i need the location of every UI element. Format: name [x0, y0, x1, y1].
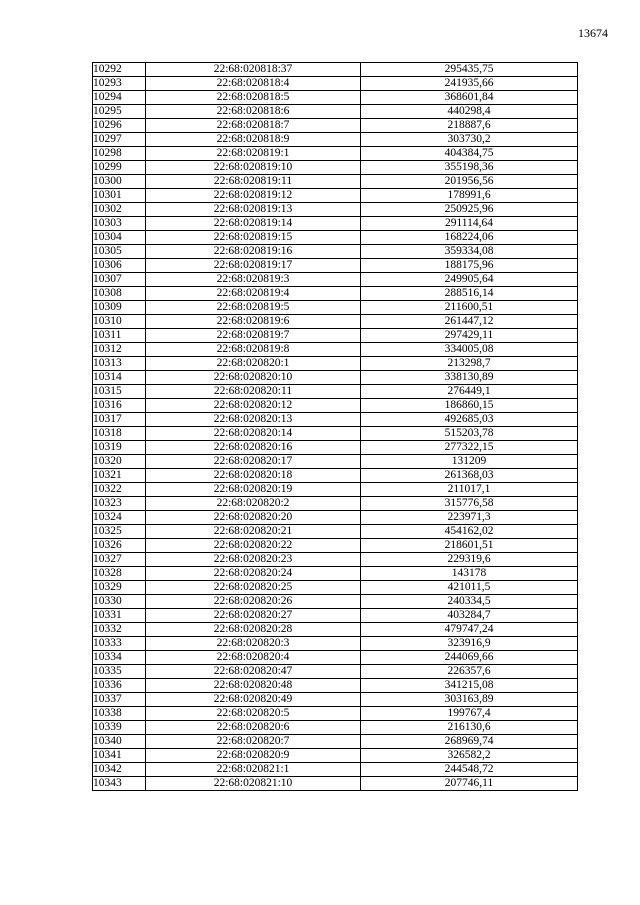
cadastral-number-cell: 22:68:020818:5: [146, 91, 361, 105]
cadastral-number-cell: 22:68:020819:15: [146, 231, 361, 245]
row-number-cell: 10322: [93, 483, 146, 497]
row-number-cell: 10338: [93, 707, 146, 721]
value-cell: 277322,15: [361, 441, 578, 455]
cadastral-number-cell: 22:68:020819:3: [146, 273, 361, 287]
value-cell: 213298,7: [361, 357, 578, 371]
table-row: [93, 581, 578, 595]
table-row: [93, 427, 578, 441]
value-cell: 244069,66: [361, 651, 578, 665]
row-number-cell: 10310: [93, 315, 146, 329]
table-row: [93, 371, 578, 385]
table-row: [93, 483, 578, 497]
value-cell: 186860,15: [361, 399, 578, 413]
table-row: [93, 455, 578, 469]
value-cell: 323916,9: [361, 637, 578, 651]
row-number-cell: 10309: [93, 301, 146, 315]
cadastral-number-cell: 22:68:020820:11: [146, 385, 361, 399]
row-number-cell: 10311: [93, 329, 146, 343]
table-row: [93, 651, 578, 665]
value-cell: 276449,1: [361, 385, 578, 399]
table-row: [93, 707, 578, 721]
value-cell: 226357,6: [361, 665, 578, 679]
table-row: [93, 763, 578, 777]
value-cell: 338130,89: [361, 371, 578, 385]
table-row: [93, 469, 578, 483]
cadastral-number-cell: 22:68:020820:18: [146, 469, 361, 483]
table-row: [93, 567, 578, 581]
row-number-cell: 10294: [93, 91, 146, 105]
row-number-cell: 10305: [93, 245, 146, 259]
cadastral-number-cell: 22:68:020819:16: [146, 245, 361, 259]
value-cell: 249905,64: [361, 273, 578, 287]
cadastral-number-cell: 22:68:020818:7: [146, 119, 361, 133]
row-number-cell: 10321: [93, 469, 146, 483]
row-number-cell: 10323: [93, 497, 146, 511]
value-cell: 207746,11: [361, 777, 578, 791]
row-number-cell: 10308: [93, 287, 146, 301]
value-cell: 216130,6: [361, 721, 578, 735]
table-row: [93, 623, 578, 637]
row-number-cell: 10302: [93, 203, 146, 217]
cadastral-number-cell: 22:68:020820:24: [146, 567, 361, 581]
page-number: 13674: [578, 26, 608, 40]
value-cell: 244548,72: [361, 763, 578, 777]
cadastral-number-cell: 22:68:020820:27: [146, 609, 361, 623]
row-number-cell: 10342: [93, 763, 146, 777]
value-cell: 303163,89: [361, 693, 578, 707]
value-cell: 359334,08: [361, 245, 578, 259]
value-cell: 223971,3: [361, 511, 578, 525]
cadastral-number-cell: 22:68:020821:1: [146, 763, 361, 777]
table-row: [93, 91, 578, 105]
table-row: [93, 343, 578, 357]
cadastral-number-cell: 22:68:020820:22: [146, 539, 361, 553]
row-number-cell: 10304: [93, 231, 146, 245]
cadastral-number-cell: 22:68:020820:5: [146, 707, 361, 721]
cadastral-number-cell: 22:68:020818:37: [146, 63, 361, 77]
table-row: [93, 637, 578, 651]
row-number-cell: 10312: [93, 343, 146, 357]
row-number-cell: 10336: [93, 679, 146, 693]
value-cell: 143178: [361, 567, 578, 581]
row-number-cell: 10330: [93, 595, 146, 609]
table-row: [93, 665, 578, 679]
value-cell: 404384,75: [361, 147, 578, 161]
row-number-cell: 10292: [93, 63, 146, 77]
cadastral-number-cell: 22:68:020820:13: [146, 413, 361, 427]
cadastral-number-cell: 22:68:020820:20: [146, 511, 361, 525]
table-row: [93, 231, 578, 245]
value-cell: 211017,1: [361, 483, 578, 497]
cadastral-number-cell: 22:68:020820:47: [146, 665, 361, 679]
cadastral-number-cell: 22:68:020818:9: [146, 133, 361, 147]
table-row: [93, 119, 578, 133]
table-row: [93, 273, 578, 287]
table-row: [93, 133, 578, 147]
value-cell: 421011,5: [361, 581, 578, 595]
row-number-cell: 10313: [93, 357, 146, 371]
row-number-cell: 10306: [93, 259, 146, 273]
table-row: [93, 679, 578, 693]
row-number-cell: 10295: [93, 105, 146, 119]
value-cell: 515203,78: [361, 427, 578, 441]
row-number-cell: 10307: [93, 273, 146, 287]
row-number-cell: 10326: [93, 539, 146, 553]
table-row: [93, 63, 578, 77]
value-cell: 341215,08: [361, 679, 578, 693]
value-cell: 326582,2: [361, 749, 578, 763]
table-row: [93, 609, 578, 623]
row-number-cell: 10327: [93, 553, 146, 567]
value-cell: 218601,51: [361, 539, 578, 553]
table-row: [93, 329, 578, 343]
value-cell: 178991,6: [361, 189, 578, 203]
table-row: [93, 735, 578, 749]
table-row: [93, 525, 578, 539]
row-number-cell: 10318: [93, 427, 146, 441]
table-row: [93, 259, 578, 273]
table-row: [93, 497, 578, 511]
cadastral-number-cell: 22:68:020820:12: [146, 399, 361, 413]
cadastral-number-cell: 22:68:020820:26: [146, 595, 361, 609]
value-cell: 261447,12: [361, 315, 578, 329]
row-number-cell: 10339: [93, 721, 146, 735]
row-number-cell: 10324: [93, 511, 146, 525]
cadastral-number-cell: 22:68:020820:23: [146, 553, 361, 567]
value-cell: 201956,56: [361, 175, 578, 189]
row-number-cell: 10320: [93, 455, 146, 469]
cadastral-number-cell: 22:68:020819:1: [146, 147, 361, 161]
table-row: [93, 203, 578, 217]
row-number-cell: 10314: [93, 371, 146, 385]
row-number-cell: 10343: [93, 777, 146, 791]
row-number-cell: 10299: [93, 161, 146, 175]
row-number-cell: 10333: [93, 637, 146, 651]
value-cell: 492685,03: [361, 413, 578, 427]
cadastral-number-cell: 22:68:020819:4: [146, 287, 361, 301]
cadastral-number-cell: 22:68:020820:4: [146, 651, 361, 665]
table-body: [93, 63, 578, 791]
value-cell: 268969,74: [361, 735, 578, 749]
table-row: [93, 553, 578, 567]
row-number-cell: 10319: [93, 441, 146, 455]
row-number-cell: 10293: [93, 77, 146, 91]
value-cell: 291114,64: [361, 217, 578, 231]
row-number-cell: 10298: [93, 147, 146, 161]
row-number-cell: 10296: [93, 119, 146, 133]
value-cell: 479747,24: [361, 623, 578, 637]
value-cell: 315776,58: [361, 497, 578, 511]
cadastral-number-cell: 22:68:020820:14: [146, 427, 361, 441]
cadastral-number-cell: 22:68:020819:10: [146, 161, 361, 175]
row-number-cell: 10325: [93, 525, 146, 539]
cadastral-number-cell: 22:68:020819:14: [146, 217, 361, 231]
table-row: [93, 105, 578, 119]
table-row: [93, 217, 578, 231]
cadastral-number-cell: 22:68:020820:9: [146, 749, 361, 763]
cadastral-number-cell: 22:68:020820:25: [146, 581, 361, 595]
cadastral-number-cell: 22:68:020820:17: [146, 455, 361, 469]
cadastral-number-cell: 22:68:020819:11: [146, 175, 361, 189]
table-row: [93, 161, 578, 175]
cadastral-number-cell: 22:68:020818:6: [146, 105, 361, 119]
row-number-cell: 10341: [93, 749, 146, 763]
value-cell: 229319,6: [361, 553, 578, 567]
cadastral-number-cell: 22:68:020819:7: [146, 329, 361, 343]
table-row: [93, 315, 578, 329]
table-row: [93, 147, 578, 161]
table-row: [93, 749, 578, 763]
value-cell: 403284,7: [361, 609, 578, 623]
value-cell: 168224,06: [361, 231, 578, 245]
value-cell: 368601,84: [361, 91, 578, 105]
value-cell: 199767,4: [361, 707, 578, 721]
value-cell: 240334,5: [361, 595, 578, 609]
table-row: [93, 413, 578, 427]
cadastral-number-cell: 22:68:020820:21: [146, 525, 361, 539]
table-row: [93, 175, 578, 189]
value-cell: 355198,36: [361, 161, 578, 175]
row-number-cell: 10331: [93, 609, 146, 623]
table-row: [93, 441, 578, 455]
value-cell: 295435,75: [361, 63, 578, 77]
cadastral-number-cell: 22:68:020820:16: [146, 441, 361, 455]
cadastral-number-cell: 22:68:020820:1: [146, 357, 361, 371]
table-row: [93, 385, 578, 399]
table-row: [93, 721, 578, 735]
table-row: [93, 777, 578, 791]
row-number-cell: 10332: [93, 623, 146, 637]
cadastral-number-cell: 22:68:020820:49: [146, 693, 361, 707]
table-row: [93, 287, 578, 301]
table-row: [93, 511, 578, 525]
cadastral-value-table: [92, 62, 578, 791]
value-cell: 288516,14: [361, 287, 578, 301]
value-cell: 211600,51: [361, 301, 578, 315]
table-row: [93, 357, 578, 371]
value-cell: 250925,96: [361, 203, 578, 217]
table-row: [93, 595, 578, 609]
cadastral-number-cell: 22:68:020820:7: [146, 735, 361, 749]
value-cell: 303730,2: [361, 133, 578, 147]
row-number-cell: 10328: [93, 567, 146, 581]
row-number-cell: 10334: [93, 651, 146, 665]
table-row: [93, 301, 578, 315]
table-row: [93, 245, 578, 259]
table-row: [93, 77, 578, 91]
value-cell: 131209: [361, 455, 578, 469]
cadastral-number-cell: 22:68:020820:10: [146, 371, 361, 385]
value-cell: 440298,4: [361, 105, 578, 119]
cadastral-number-cell: 22:68:020819:13: [146, 203, 361, 217]
table-row: [93, 399, 578, 413]
row-number-cell: 10303: [93, 217, 146, 231]
value-cell: 454162,02: [361, 525, 578, 539]
cadastral-number-cell: 22:68:020819:12: [146, 189, 361, 203]
cadastral-number-cell: 22:68:020820:19: [146, 483, 361, 497]
row-number-cell: 10301: [93, 189, 146, 203]
table-row: [93, 693, 578, 707]
row-number-cell: 10340: [93, 735, 146, 749]
cadastral-number-cell: 22:68:020820:48: [146, 679, 361, 693]
value-cell: 261368,03: [361, 469, 578, 483]
cadastral-number-cell: 22:68:020820:3: [146, 637, 361, 651]
value-cell: 241935,66: [361, 77, 578, 91]
cadastral-number-cell: 22:68:020819:17: [146, 259, 361, 273]
table-row: [93, 539, 578, 553]
row-number-cell: 10329: [93, 581, 146, 595]
cadastral-number-cell: 22:68:020820:6: [146, 721, 361, 735]
row-number-cell: 10317: [93, 413, 146, 427]
cadastral-number-cell: 22:68:020819:8: [146, 343, 361, 357]
table-row: [93, 189, 578, 203]
row-number-cell: 10316: [93, 399, 146, 413]
value-cell: 334005,08: [361, 343, 578, 357]
cadastral-number-cell: 22:68:020821:10: [146, 777, 361, 791]
row-number-cell: 10315: [93, 385, 146, 399]
cadastral-number-cell: 22:68:020819:5: [146, 301, 361, 315]
value-cell: 218887,6: [361, 119, 578, 133]
value-cell: 297429,11: [361, 329, 578, 343]
value-cell: 188175,96: [361, 259, 578, 273]
cadastral-number-cell: 22:68:020820:28: [146, 623, 361, 637]
cadastral-number-cell: 22:68:020819:6: [146, 315, 361, 329]
cadastral-number-cell: 22:68:020820:2: [146, 497, 361, 511]
row-number-cell: 10297: [93, 133, 146, 147]
row-number-cell: 10337: [93, 693, 146, 707]
row-number-cell: 10335: [93, 665, 146, 679]
cadastral-number-cell: 22:68:020818:4: [146, 77, 361, 91]
row-number-cell: 10300: [93, 175, 146, 189]
